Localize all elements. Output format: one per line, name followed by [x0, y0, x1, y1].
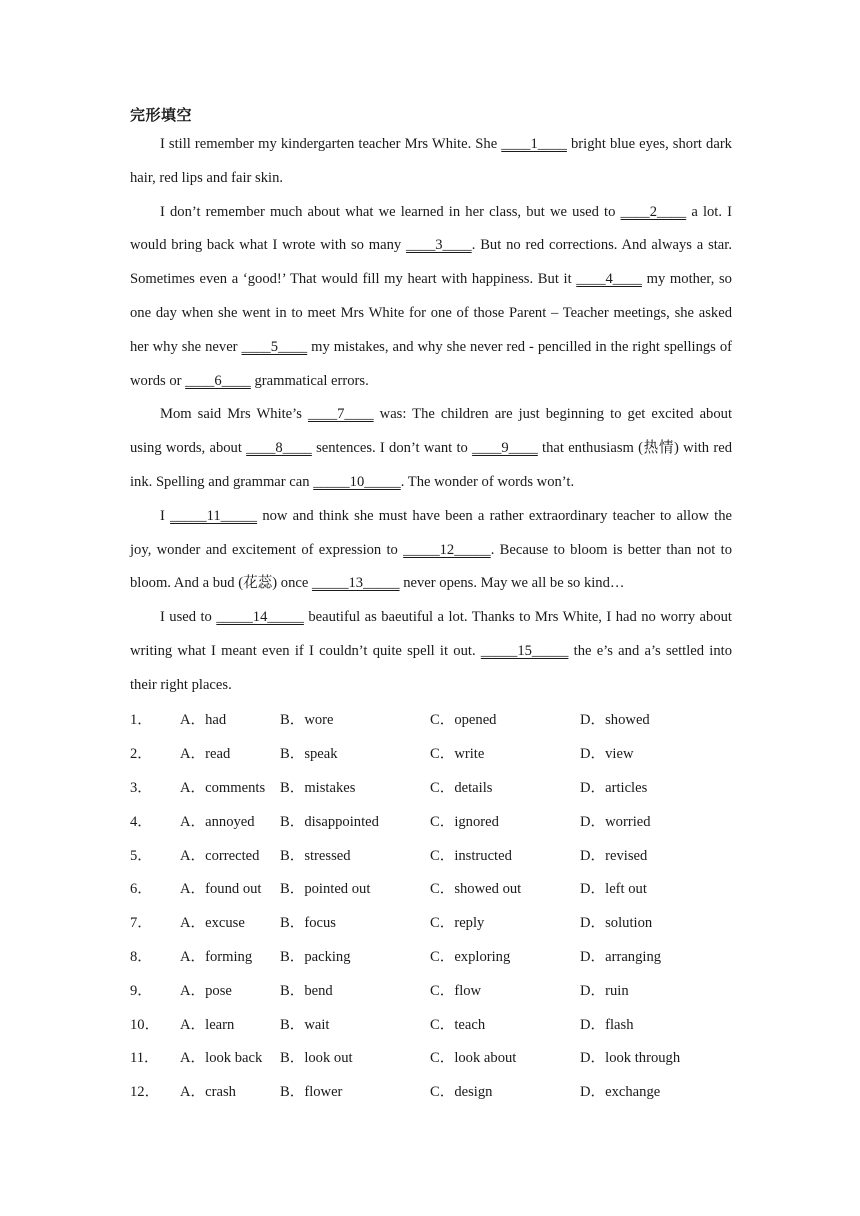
option-d: D．look through: [580, 1050, 681, 1067]
option-a: A．crash: [180, 1084, 236, 1101]
passage-paragraph: [130, 128, 732, 196]
option-b: B．mistakes: [280, 779, 356, 796]
passage-text: I used to: [160, 609, 217, 626]
option-c: C．reply: [430, 915, 485, 932]
passage-text: the e’s and a’s settled into their right places.: [130, 642, 733, 693]
section-heading: 完形填空: [130, 106, 193, 124]
option-c: C．write: [430, 746, 485, 763]
option-d: D．showed: [580, 712, 650, 729]
option-c: C．opened: [430, 712, 497, 729]
option-d: D．exchange: [580, 1084, 661, 1101]
option-a: A．found out: [180, 881, 262, 898]
option-b: B．bend: [280, 982, 333, 999]
option-a: A．forming: [180, 948, 253, 965]
option-a: A．excuse: [180, 915, 245, 932]
option-d: D．articles: [580, 779, 648, 796]
answer-blank: ____8____: [246, 440, 312, 457]
option-b: B．packing: [280, 948, 351, 965]
option-d: D．revised: [580, 847, 648, 864]
question-options-row: [130, 1040, 730, 1074]
option-c: C．ignored: [430, 813, 499, 830]
answer-blank: ____1____: [501, 136, 567, 152]
answer-blank: _____14_____: [216, 609, 304, 626]
passage-paragraph: [130, 601, 732, 702]
question-number: 9．: [130, 982, 152, 999]
passage-text: I don’t remember much about what we learned in her class, but we used to: [160, 203, 621, 220]
passage-text: . The wonder of words won’t.: [400, 473, 575, 490]
option-c: C．details: [430, 779, 493, 796]
option-a: A．comments: [180, 779, 266, 796]
option-c: C．exploring: [430, 948, 511, 965]
question-number: 6．: [130, 881, 152, 898]
answer-blank: _____15_____: [480, 642, 569, 659]
question-number: 2．: [130, 746, 152, 763]
passage-text: never opens. May we all be so kind…: [399, 575, 625, 592]
passage-text: my mistakes, and why she never red - pencilled in the right spellings of words or: [130, 338, 732, 389]
question-number: 8．: [130, 948, 152, 965]
passage-text: beautiful as baeutiful a lot. Thanks to Mrs White, I had no worry about writing what I meant even if I couldn’t quite spell it out.: [130, 609, 732, 659]
question-options-row: [130, 871, 730, 905]
answer-blank: _____13_____: [312, 575, 400, 592]
passage-text: grammatical errors.: [250, 372, 369, 389]
option-b: B．flower: [280, 1084, 343, 1101]
option-d: D．flash: [580, 1016, 634, 1033]
answer-blank: _____11_____: [170, 507, 258, 524]
answer-blank: ____3____: [406, 237, 472, 254]
answer-blank: ____9____: [472, 440, 538, 457]
question-number: 11．: [130, 1050, 159, 1067]
passage-text: now and think she must have been a rather extraordinary teacher to allow the joy, wonder and excitement of expression to: [130, 507, 732, 558]
answer-blank: ____6____: [185, 372, 251, 389]
question-number: 12．: [130, 1084, 160, 1101]
answer-blank: ____7____: [307, 406, 374, 423]
cloze-passage: [130, 128, 732, 703]
passage-paragraph: [130, 500, 732, 601]
option-d: D．ruin: [580, 982, 629, 999]
question-options-row: [130, 1074, 730, 1108]
answer-blank: ____5____: [241, 338, 308, 355]
option-d: D．worried: [580, 813, 651, 830]
passage-text: was: The children are just beginning to get excited about using words, about: [130, 406, 732, 457]
passage-text: my mother, so one day when she went in to meet Mrs White for one of those Parent – Teacher meetings, she asked her why she never: [130, 271, 732, 355]
option-c: C．instructed: [430, 847, 512, 864]
option-d: D．left out: [580, 881, 647, 898]
option-d: D．solution: [580, 915, 653, 932]
option-b: B．focus: [280, 915, 336, 932]
question-number: 10．: [130, 1016, 160, 1033]
question-options-row: [130, 803, 730, 837]
passage-text: bright blue eyes, short dark hair, red lips and fair skin.: [130, 136, 732, 186]
option-b: B．wait: [280, 1016, 330, 1033]
passage-text: I still remember my kindergarten teacher Mrs White. She: [160, 136, 502, 152]
answer-blank: ____4____: [576, 271, 642, 288]
option-b: B．disappointed: [280, 813, 379, 830]
question-number: 4．: [130, 813, 152, 830]
passage-text: . But no red corrections. And always a star. Sometimes even a ‘good!’ That would fill my heart with happiness. But it: [130, 237, 732, 288]
question-number: 3．: [130, 779, 152, 796]
question-number: 1．: [130, 712, 152, 729]
option-a: A．read: [180, 746, 231, 763]
option-b: B．pointed out: [280, 881, 371, 898]
passage-paragraph: [130, 196, 732, 399]
question-number: 7．: [130, 915, 152, 932]
option-d: D．arranging: [580, 948, 662, 965]
answer-blank: _____10_____: [313, 473, 401, 490]
option-a: A．look back: [180, 1050, 263, 1067]
question-number: 5．: [130, 847, 152, 864]
option-d: D．view: [580, 746, 634, 763]
option-a: A．annoyed: [180, 813, 255, 830]
option-c: C．design: [430, 1084, 493, 1101]
option-c: C．teach: [430, 1016, 486, 1033]
passage-text: . Because to bloom is better than not to bloom. And a bud (花蕊) once: [130, 541, 732, 592]
passage-paragraph: [130, 398, 732, 499]
option-c: C．showed out: [430, 881, 522, 898]
option-b: B．stressed: [280, 847, 351, 864]
option-b: B．wore: [280, 712, 334, 729]
passage-text: a lot. I would bring back what I wrote with so many: [130, 203, 733, 254]
question-options-row: [130, 905, 730, 939]
answer-blank: _____12_____: [403, 541, 491, 558]
option-a: A．corrected: [180, 847, 260, 864]
answer-options: [130, 702, 730, 1108]
option-a: A．learn: [180, 1016, 235, 1033]
option-c: C．look about: [430, 1050, 517, 1067]
option-a: A．pose: [180, 982, 232, 999]
question-options-row: [130, 972, 730, 1006]
question-options-row: [130, 939, 730, 973]
question-options-row: [130, 702, 730, 736]
option-b: B．look out: [280, 1050, 353, 1067]
option-a: A．had: [180, 712, 227, 729]
question-options-row: [130, 736, 730, 770]
option-c: C．flow: [430, 982, 482, 999]
question-options-row: [130, 837, 730, 871]
passage-text: Mom said Mrs White’s: [160, 406, 308, 423]
passage-text: I: [160, 507, 171, 524]
question-options-row: [130, 1006, 730, 1040]
question-options-row: [130, 770, 730, 804]
answer-blank: ____2____: [620, 203, 687, 220]
passage-text: that enthusiasm (热情) with red ink. Spelling and grammar can: [130, 440, 733, 490]
option-b: B．speak: [280, 746, 338, 763]
passage-text: sentences. I don’t want to: [311, 440, 473, 457]
